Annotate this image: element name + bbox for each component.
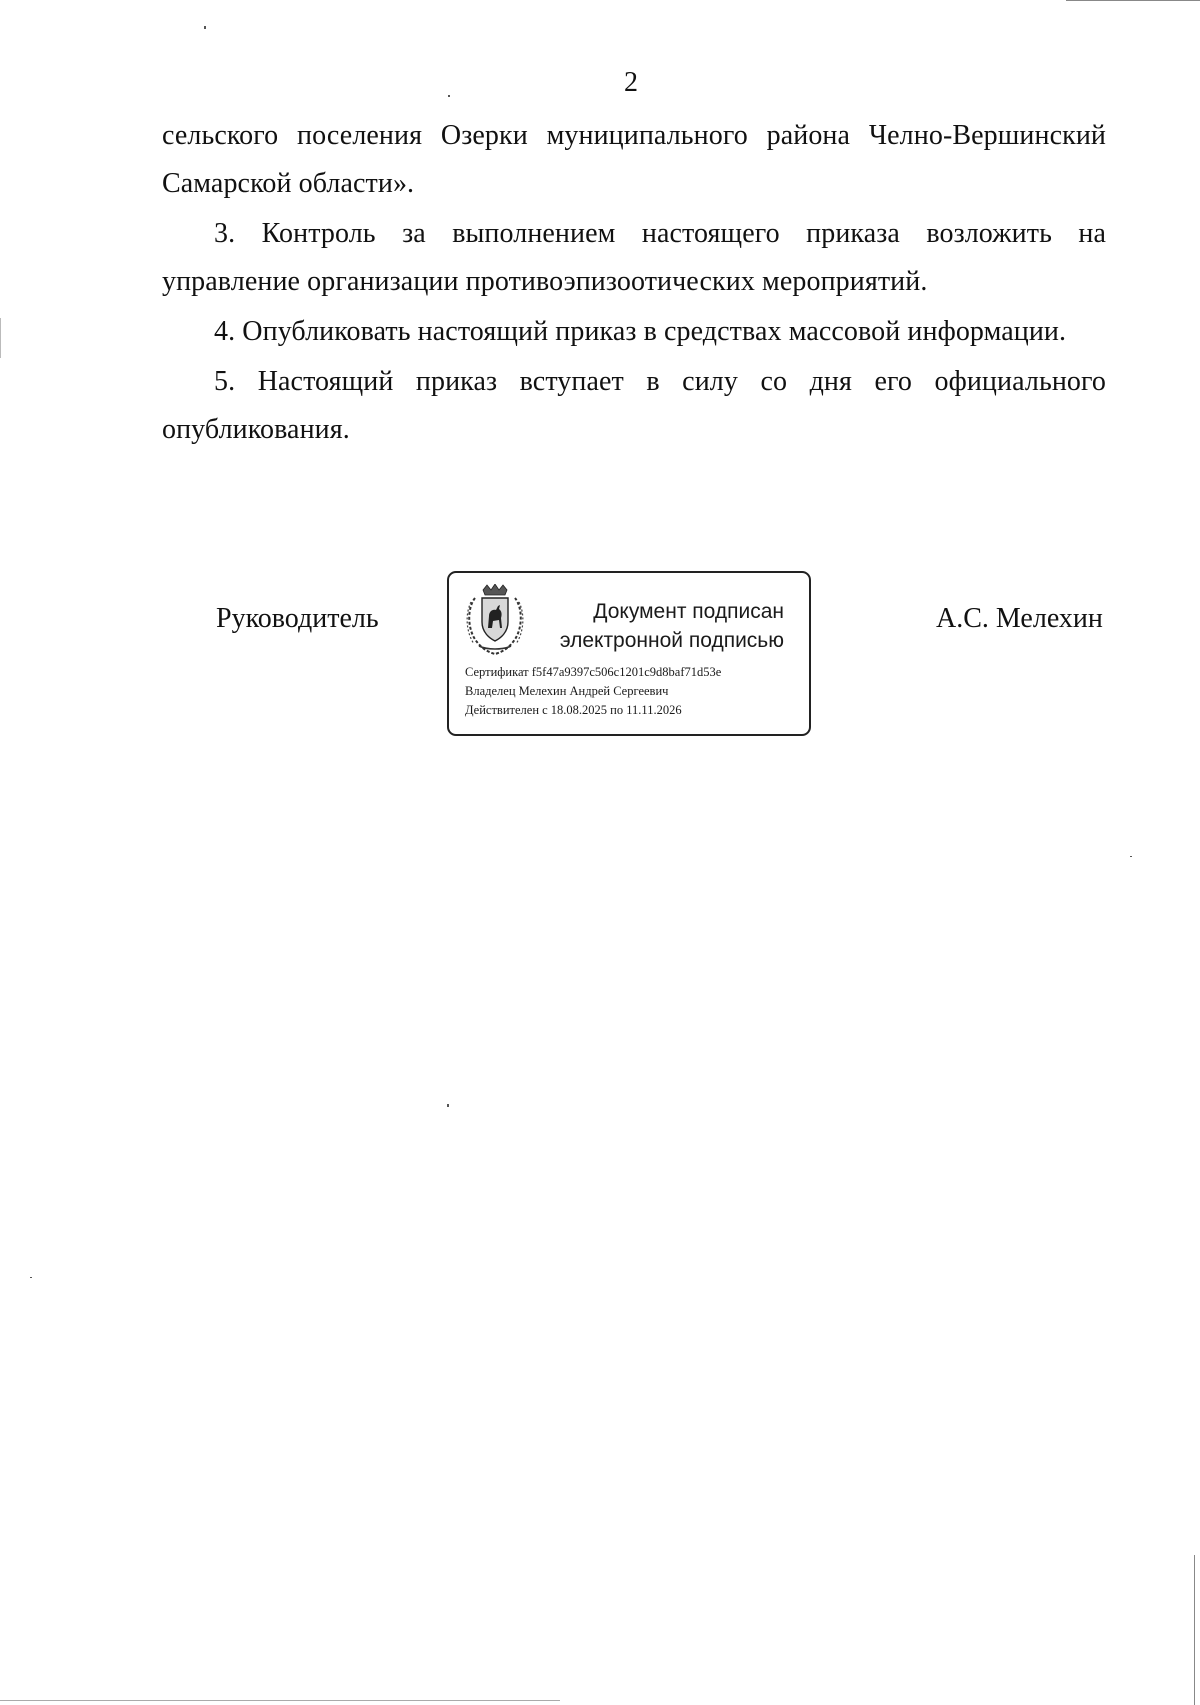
scan-edge-line [1066, 0, 1200, 1]
certificate-number: Сертификат f5f47a9397c506c1201c9d8baf71d53e [465, 665, 722, 679]
certificate-owner: Владелец Мелехин Андрей Сергеевич [465, 684, 669, 698]
scan-speck [204, 26, 206, 29]
stamp-details [465, 663, 721, 720]
certificate-validity: Действителен с 18.08.2025 по 11.11.2026 [465, 703, 682, 717]
scan-speck [30, 1277, 32, 1278]
signature-block [0, 0, 1200, 800]
scan-speck [447, 1104, 449, 1107]
scan-edge-line [0, 1700, 560, 1701]
paragraph-continuation: сельского поселения Озерки муниципального района Челно-Вершинский Самарской области». [162, 120, 1106, 199]
paragraph-item-3: 3. Контроль за выполнением настоящего приказа возложить на управление организации противоэпизоотических мероприятий. [162, 218, 1106, 297]
stamp-title-line-1: Документ подписан [593, 600, 784, 623]
stamp-title [544, 597, 784, 655]
paragraph-item-4: 4. Опубликовать настоящий приказ в средствах массовой информации. [214, 316, 1067, 347]
signatory-name: А.С. Мелехин [936, 603, 1103, 634]
samara-region-coat-of-arms-icon [465, 584, 525, 656]
paragraph-item-5: 5. Настоящий приказ вступает в силу со дня его официального опубликования. [162, 366, 1106, 445]
signatory-role: Руководитель [216, 603, 379, 634]
page-number: 2 [624, 67, 638, 98]
electronic-signature-stamp [447, 571, 811, 736]
stamp-title-line-2: электронной подписью [559, 629, 784, 652]
scan-edge-line [1194, 1555, 1195, 1705]
scan-edge-line [0, 318, 1, 358]
scan-speck [1130, 856, 1132, 857]
scan-speck [448, 95, 450, 97]
